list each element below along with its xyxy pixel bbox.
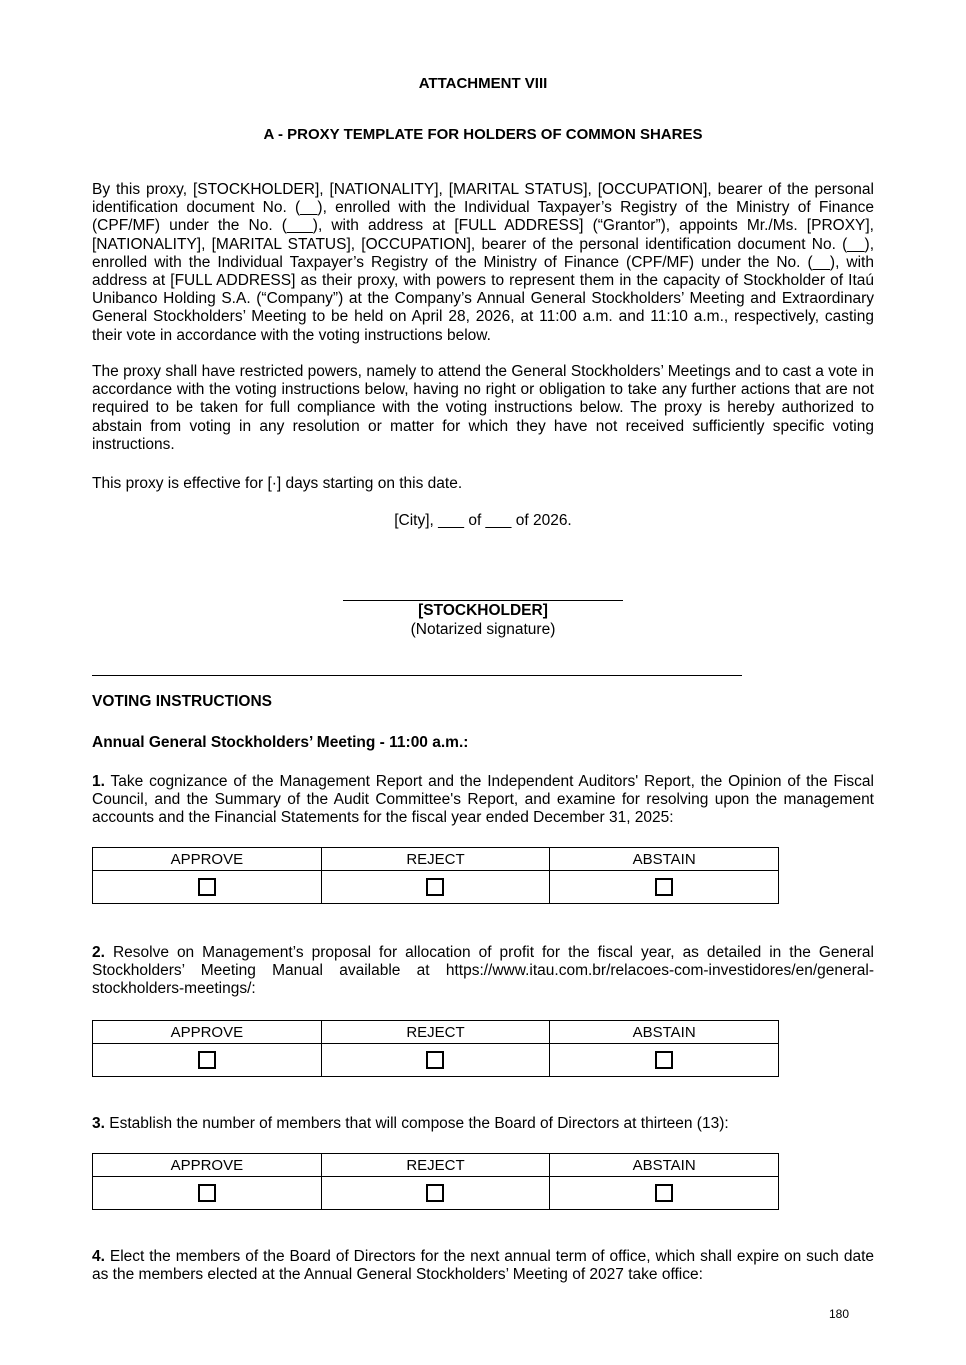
- item-text: Establish the number of members that will compose the Board of Directors at thirteen (13):: [104, 1115, 729, 1132]
- reject-checkbox[interactable]: [426, 1051, 444, 1069]
- abstain-checkbox[interactable]: [655, 1051, 673, 1069]
- approve-checkbox[interactable]: [198, 878, 216, 896]
- signature-name: [STOCKHOLDER]: [418, 602, 548, 619]
- item-number: 4.: [92, 1248, 105, 1265]
- abstain-checkbox[interactable]: [655, 1184, 673, 1202]
- vote-table-2: [92, 1020, 779, 1077]
- item-number: 3.: [92, 1115, 105, 1132]
- date-line: [City], ___ of ___ of 2026.: [394, 512, 572, 529]
- voting-item-3: [92, 1115, 874, 1133]
- meeting-heading: Annual General Stockholders’ Meeting - 11:00 a.m.:: [92, 734, 469, 751]
- proxy-paragraph-2: The proxy shall have restricted powers, namely to attend the General Stockholders’ Meetings and to cast a vote in accordance with the voting instructions below, having no right or obligation to take any further actions that are not required to be taken for full compliance with the voting instructions below. The proxy is hereby authorized to abstain from voting in any resolution or matter for which they have not received sufficiently specific voting instructions.: [92, 363, 874, 453]
- reject-checkbox[interactable]: [426, 878, 444, 896]
- proxy-effective-paragraph: This proxy is effective for [·] days starting on this date.: [92, 475, 463, 492]
- option-reject: REJECT: [321, 1154, 550, 1177]
- vote-table-1: [92, 847, 779, 904]
- option-approve: APPROVE: [93, 848, 322, 871]
- signature-line: [343, 600, 623, 601]
- item-number: 1.: [92, 773, 105, 790]
- approve-checkbox[interactable]: [198, 1051, 216, 1069]
- abstain-checkbox[interactable]: [655, 878, 673, 896]
- vote-table-3: [92, 1153, 779, 1210]
- reject-checkbox[interactable]: [426, 1184, 444, 1202]
- option-reject: REJECT: [321, 1021, 550, 1044]
- approve-checkbox[interactable]: [198, 1184, 216, 1202]
- section-divider: [92, 675, 742, 676]
- item-text: Elect the members of the Board of Directors for the next annual term of office, which shall expire on such date as the members elected at the Annual General Stockholders’ Meeting of 2027 take office:: [92, 1248, 874, 1284]
- option-abstain: ABSTAIN: [550, 1021, 779, 1044]
- option-approve: APPROVE: [93, 1021, 322, 1044]
- voting-item-1: [92, 773, 874, 828]
- item-number: 2.: [92, 944, 105, 961]
- option-abstain: ABSTAIN: [550, 848, 779, 871]
- voting-instructions-heading: VOTING INSTRUCTIONS: [92, 693, 272, 710]
- page-number: 180: [828, 1307, 849, 1321]
- proxy-paragraph-1: By this proxy, [STOCKHOLDER], [NATIONALITY], [MARITAL STATUS], [OCCUPATION], bearer of the personal identification document No. (__), enrolled with the Individual Taxpayer’s Registry of the Ministry of Finance (CPF/MF) under the No. (___), with address at [FULL ADDRESS] (“Grantor”), appoints Mr./Ms. [PROXY], [NATIONALITY], [MARITAL STATUS], [OCCUPATION], bearer of the personal identification document No. (__), enrolled with the Individual Taxpayer’s Registry of the Ministry of Finance (CPF/MF) under the No. (__), with address at [FULL ADDRESS] as their proxy, with powers to represent them in the capacity of Stockholder of Itaú Unibanco Holding S.A. (“Company”) at the Company’s Annual General Stockholders’ Meeting and Extraordinary General Stockholders’ Meeting to be held on April 28, 2026, at 11:00 a.m. and 11:10 a.m., respectively, casting their vote in accordance with the voting instructions below.: [92, 181, 874, 344]
- voting-item-4: [92, 1248, 874, 1284]
- proxy-template-title: A - PROXY TEMPLATE FOR HOLDERS OF COMMON SHARES: [263, 126, 703, 143]
- item-text: Take cognizance of the Management Report and the Independent Auditors' Report, the Opinion of the Fiscal Council, and the Summary of the Audit Committee's Report, and examine for resolving upon the management accounts and the Financial Statements for the fiscal year ended December 31, 2025:: [92, 773, 874, 827]
- signature-note: (Notarized signature): [410, 621, 556, 638]
- option-approve: APPROVE: [93, 1154, 322, 1177]
- option-reject: REJECT: [321, 848, 550, 871]
- voting-item-2: [92, 944, 874, 999]
- item-text: Resolve on Management’s proposal for allocation of profit for the fiscal year, as detailed in the General Stockholders’ Meeting Manual available at https://www.itau.com.br/relacoes-com-investidores/en/general-stockholders-meetings/:: [92, 944, 874, 998]
- attachment-title: ATTACHMENT VIII: [418, 75, 548, 92]
- option-abstain: ABSTAIN: [550, 1154, 779, 1177]
